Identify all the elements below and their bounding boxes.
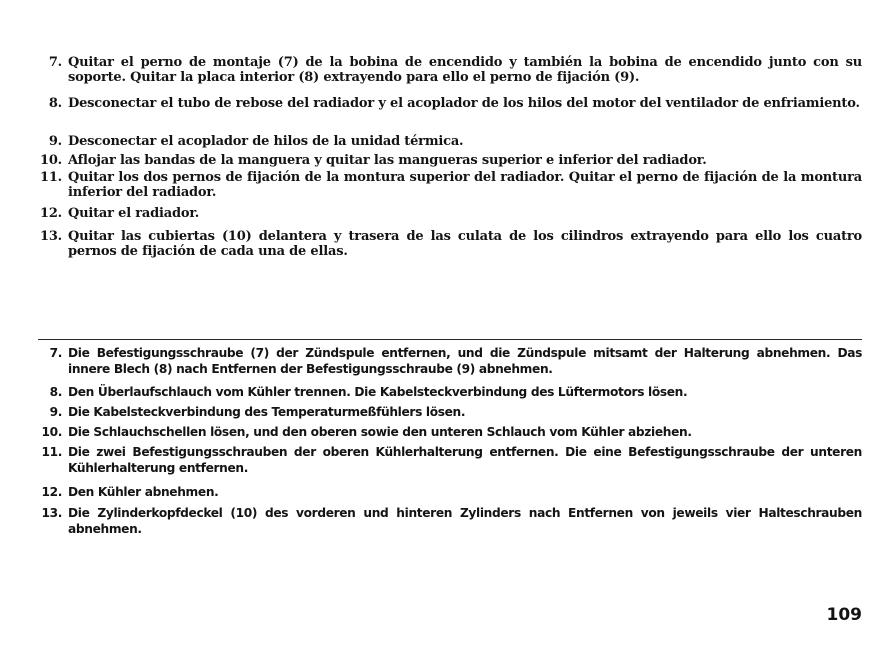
step-text: Die Befestigungsschraube (7) der Zündspule entfernen, und die Zündspule mitsamt der Halterung abnehmen. Das innere Blech (8) nach Entfernen der Befestigungsschraube (9) abnehmen. — [68, 346, 862, 376]
step-text: Quitar el perno de montaje (7) de la bobina de encendido y también la bobina de encendido junto con su soporte. Quitar la placa interior (8) extrayendo para ello el perno de fijación (9). — [68, 55, 862, 85]
step-number: 12. — [39, 206, 62, 221]
step-number: 9. — [48, 134, 62, 149]
step-number: 8. — [48, 96, 62, 111]
step-number: 11. — [41, 445, 62, 459]
step-number: 13. — [41, 506, 62, 520]
step-text: Aflojar las bandas de la manguera y quitar las mangueras superior e inferior del radiador. — [68, 153, 707, 168]
step-text: Die zwei Befestigungsschrauben der oberen Kühlerhalterung entfernen. Die eine Befestigungsschraube der unteren Kühlerhalterung entfernen. — [68, 445, 862, 475]
step-number: 11. — [39, 170, 62, 185]
step-number: 10. — [41, 425, 62, 439]
section-divider — [38, 339, 862, 340]
step-number: 10. — [39, 153, 62, 168]
step-text: Die Zylinderkopfdeckel (10) des vorderen und hinteren Zylinders nach Entfernen von jeweils vier Halteschrauben abnehmen. — [68, 506, 862, 536]
step-text: Desconectar el acoplador de hilos de la unidad térmica. — [68, 134, 464, 149]
step-number: 7. — [48, 55, 62, 70]
step-number: 12. — [41, 485, 62, 499]
step-number: 8. — [49, 385, 62, 399]
step-text: Den Kühler abnehmen. — [68, 485, 219, 499]
step-number: 7. — [49, 346, 62, 360]
step-text: Quitar el radiador. — [68, 206, 200, 221]
step-text: Quitar las cubiertas (10) delantera y trasera de las culata de los cilindros extrayendo para ello los cuatro pernos de fijación de cada una de ellas. — [68, 229, 862, 259]
step-number: 9. — [49, 405, 62, 419]
page-number: 109 — [826, 605, 862, 625]
step-text: Den Überlaufschlauch vom Kühler trennen. Die Kabelsteckverbindung des Lüftermotors lösen. — [68, 385, 688, 399]
step-text: Desconectar el tubo de rebose del radiador y el acoplador de los hilos del motor del ventilador de enfriamiento. — [68, 96, 860, 111]
step-text: Die Schlauchschellen lösen, und den oberen sowie den unteren Schlauch vom Kühler abziehen. — [68, 425, 692, 439]
step-number: 13. — [39, 229, 62, 244]
step-text: Die Kabelsteckverbindung des Temperaturmeßfühlers lösen. — [68, 405, 466, 419]
step-text: Quitar los dos pernos de fijación de la montura superior del radiador. Quitar el perno de fijación de la montura inferior del radiador. — [68, 170, 862, 200]
